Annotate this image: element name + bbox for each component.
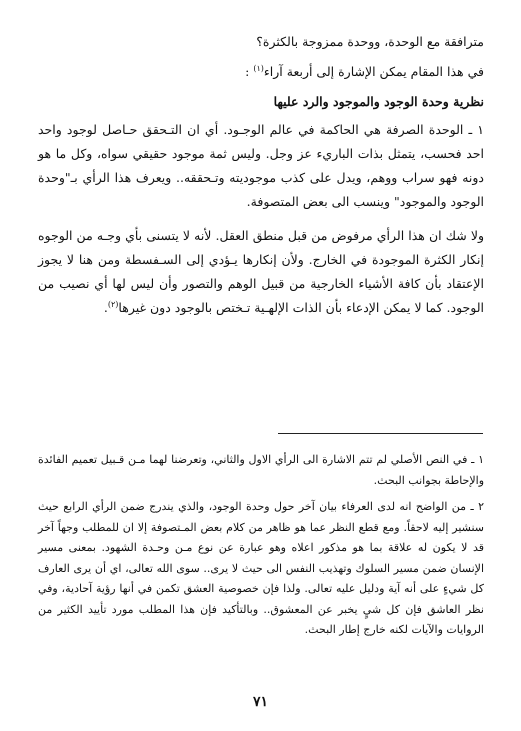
paragraph-2-text: ولا شك ان هذا الرأي مرفوض من قبل منطق العقل. لأنه لا يتسنى بأي وجـه من الوجوه إنكار الكثرة الموجودة في الخارج. ولأن إنكارها يـؤدي إلى السـفسطة ومن هنا لا يجوز الإعتقاد بأن كافة الأشياء الخارجية من قبيل الوهم والتصور وأن ليس لها أي نصيب من الوجود. كما لا يمكن الإدعاء بأن الذات الإلهـية تـختص بالوجود دون غيرها: [38, 228, 484, 315]
paragraph-1: ١ ـ الوحدة الصرفة هي الحاكمة في عالم الوجـود. أي ان التـحقق حـاصل لوجود واحد احد فحسب، يتمثل بذات الباريء عز وجل. وليس ثمة موجود حقيقي سواه، وكل ما هو دونه فهو سراب ووهم، ويدل على كذب موجوديته وتـحققه.. ويعرف هذا الرأي بـ"وحدة الوجود والموجود" وينسب الى بعض المتصوفة.: [38, 122, 484, 209]
page-number: ٧١: [252, 694, 269, 710]
footnote-ref-2: (٢): [107, 299, 119, 309]
opening-line: مترافقة مع الوحدة، ووحدة ممزوجة بالكثرة؟: [256, 34, 484, 49]
footnote-1: ١ ـ في النص الأصلي لم تتم الاشارة الى الرأي الاول والثاني، وتعرضنا لهما مـن قـبيل تعميم الفائدة والإحاطة بجوانب البحث.: [38, 453, 484, 487]
section-heading: نظرية وحدة الوجود والموجود والرد عليها: [273, 94, 484, 109]
main-text: [38, 30, 484, 330]
footnote-2: ٢ ـ من الواضح انه لدى العرفاء بيان آخر حول وحدة الوجود، والذي يندرج ضمن الرأي الرابع حيث سنشير إليه لاحقاً. ومع قطع النظر عما هو ظاهر من كلام بعض المـتصوفة إلا ان للمطلب وجهاً آخر قد لا يكون له علاقة بما هو مذكور اعلاه وهو عبارة عن نوع مـن وحـدة الشهود. بمعنى مسير الإنسان ضمن مسير السلوك وتهذيب النفس الى حيث لا يرى.. سوى الله تعالى، اي أن يرى العارف كل شيءٍ على أنه آية ودليل عليه تعالى. ولذا فإن خصوصية العشق تكمن في أنها رؤية آحادية، وفي نظر العاشق فإن كل شيٍ يخبر عن المعشوق.. وبالتأكيد فإن هذا المطلب مورد تأييد الكثير من الروايات والآيات لكنه خارج إطار البحث.: [38, 500, 484, 636]
footnotes: [38, 450, 484, 647]
intro-colon: :: [245, 64, 250, 79]
paragraph-2: [38, 224, 484, 320]
paragraph-2-end: .: [103, 300, 108, 315]
intro-line: [38, 60, 484, 84]
footnote-ref-1: (١): [253, 63, 264, 73]
footnote-divider: [278, 433, 483, 434]
intro-text: في هذا المقام يمكن الإشارة إلى أربعة آراء: [263, 64, 484, 79]
